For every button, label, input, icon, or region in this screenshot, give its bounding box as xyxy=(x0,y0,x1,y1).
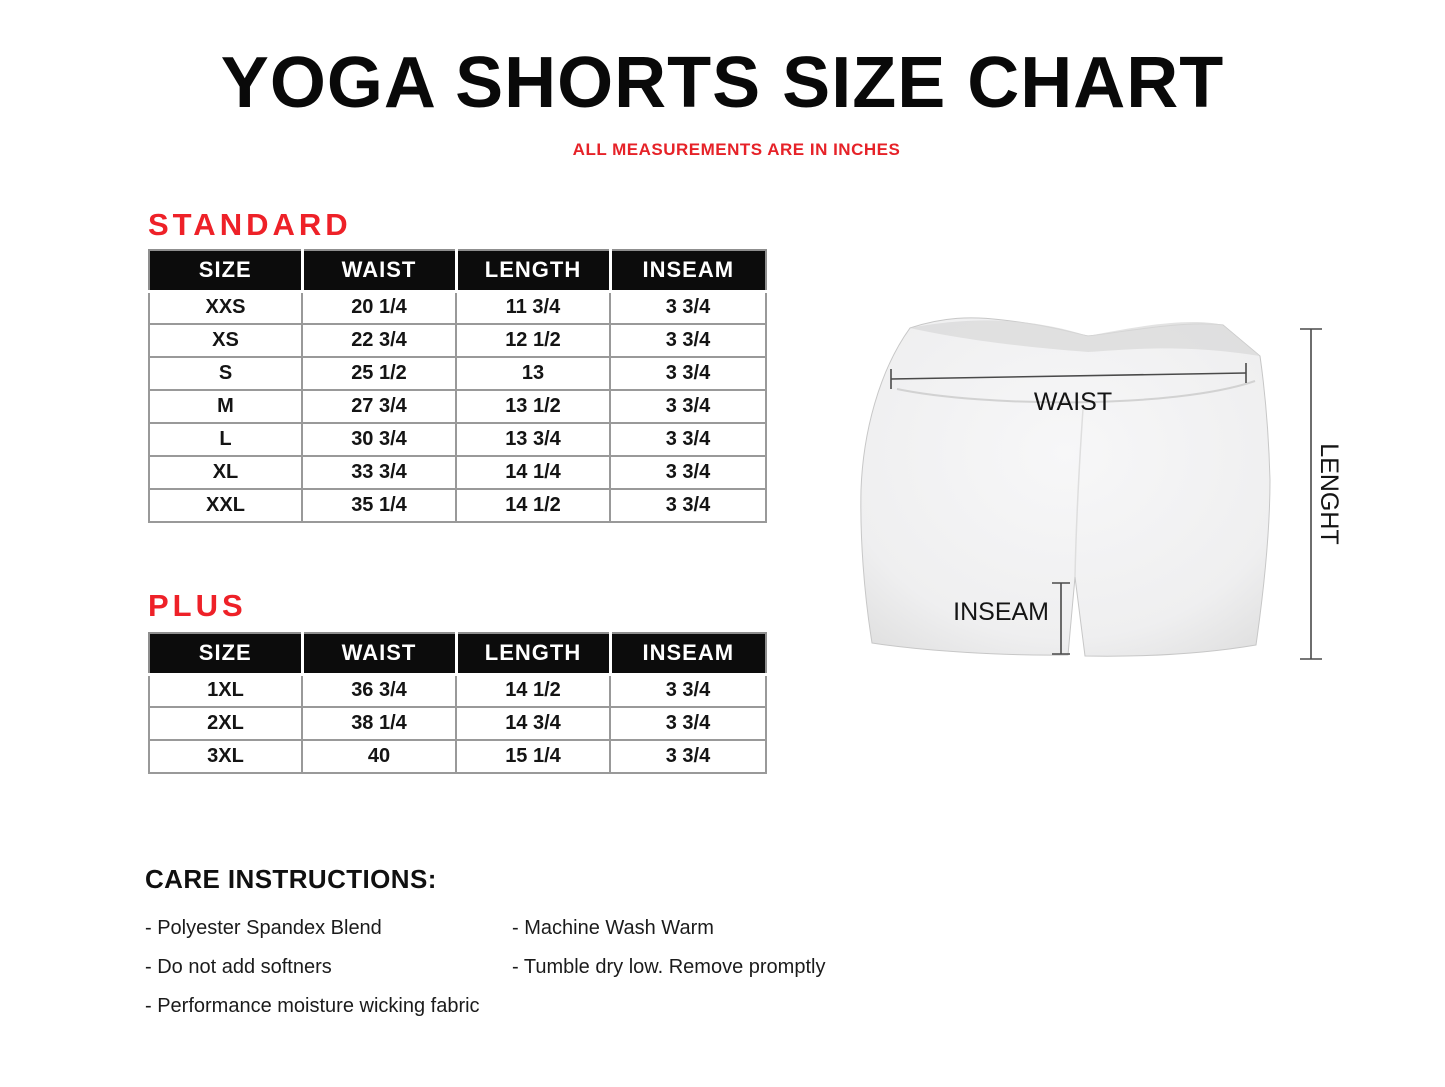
plus-section-heading: PLUS xyxy=(148,588,247,623)
table-cell: 13 3/4 xyxy=(456,423,610,456)
care-item: - Polyester Spandex Blend xyxy=(145,917,382,939)
table-cell: 14 3/4 xyxy=(456,707,610,740)
table-cell: 14 1/2 xyxy=(456,674,610,707)
care-instructions-heading: CARE INSTRUCTIONS: xyxy=(145,864,437,894)
column-header: WAIST xyxy=(302,633,456,674)
table-cell: 3 3/4 xyxy=(610,423,766,456)
column-header: INSEAM xyxy=(610,250,766,291)
table-cell: XS xyxy=(149,324,302,357)
table-cell: 3XL xyxy=(149,740,302,773)
care-item: - Do not add softners xyxy=(145,956,332,978)
table-cell: 3 3/4 xyxy=(610,390,766,423)
table-cell: 38 1/4 xyxy=(302,707,456,740)
column-header: WAIST xyxy=(302,250,456,291)
care-item: - Performance moisture wicking fabric xyxy=(145,995,480,1017)
care-item: - Machine Wash Warm xyxy=(512,917,714,939)
table-cell: 3 3/4 xyxy=(610,674,766,707)
table-cell: XXS xyxy=(149,291,302,324)
table-row xyxy=(149,291,766,324)
table-row xyxy=(149,423,766,456)
table-cell: 11 3/4 xyxy=(456,291,610,324)
page-subtitle: ALL MEASUREMENTS ARE IN INCHES xyxy=(572,140,901,159)
column-header: INSEAM xyxy=(610,633,766,674)
table-cell: 3 3/4 xyxy=(610,324,766,357)
table-cell: 15 1/4 xyxy=(456,740,610,773)
shorts-shape xyxy=(861,318,1270,656)
table-cell: 2XL xyxy=(149,707,302,740)
table-row xyxy=(149,674,766,707)
table-cell: XL xyxy=(149,456,302,489)
table-row xyxy=(149,456,766,489)
standard-size-table xyxy=(148,249,767,523)
table-cell: XXL xyxy=(149,489,302,522)
table-cell: 35 1/4 xyxy=(302,489,456,522)
table-cell: 13 xyxy=(456,357,610,390)
care-item: - Tumble dry low. Remove promptly xyxy=(512,956,826,978)
table-cell: 3 3/4 xyxy=(610,740,766,773)
table-cell: 20 1/4 xyxy=(302,291,456,324)
table-header-row xyxy=(149,250,766,291)
shorts-diagram xyxy=(853,303,1360,685)
table-cell: 30 3/4 xyxy=(302,423,456,456)
table-cell: M xyxy=(149,390,302,423)
table-row xyxy=(149,740,766,773)
table-cell: 13 1/2 xyxy=(456,390,610,423)
table-cell: 27 3/4 xyxy=(302,390,456,423)
column-header: LENGTH xyxy=(456,633,610,674)
standard-section-heading: STANDARD xyxy=(148,207,352,242)
table-cell: 14 1/2 xyxy=(456,489,610,522)
table-cell: 25 1/2 xyxy=(302,357,456,390)
page-title: YOGA SHORTS SIZE CHART xyxy=(220,43,1225,123)
table-cell: L xyxy=(149,423,302,456)
table-cell: S xyxy=(149,357,302,390)
table-row xyxy=(149,357,766,390)
plus-size-table xyxy=(148,632,767,774)
table-cell: 3 3/4 xyxy=(610,291,766,324)
table-cell: 40 xyxy=(302,740,456,773)
column-header: SIZE xyxy=(149,250,302,291)
waist-label: WAIST xyxy=(1033,388,1113,416)
table-row xyxy=(149,707,766,740)
table-cell: 3 3/4 xyxy=(610,357,766,390)
table-row xyxy=(149,390,766,423)
table-cell: 3 3/4 xyxy=(610,456,766,489)
table-row xyxy=(149,324,766,357)
table-cell: 22 3/4 xyxy=(302,324,456,357)
table-header-row xyxy=(149,633,766,674)
table-cell: 3 3/4 xyxy=(610,489,766,522)
column-header: SIZE xyxy=(149,633,302,674)
table-cell: 3 3/4 xyxy=(610,707,766,740)
table-cell: 36 3/4 xyxy=(302,674,456,707)
table-cell: 1XL xyxy=(149,674,302,707)
table-cell: 12 1/2 xyxy=(456,324,610,357)
table-row xyxy=(149,489,766,522)
length-label: LENGHT xyxy=(1315,443,1343,545)
table-cell: 33 3/4 xyxy=(302,456,456,489)
inseam-label: INSEAM xyxy=(953,598,1049,626)
table-cell: 14 1/4 xyxy=(456,456,610,489)
column-header: LENGTH xyxy=(456,250,610,291)
